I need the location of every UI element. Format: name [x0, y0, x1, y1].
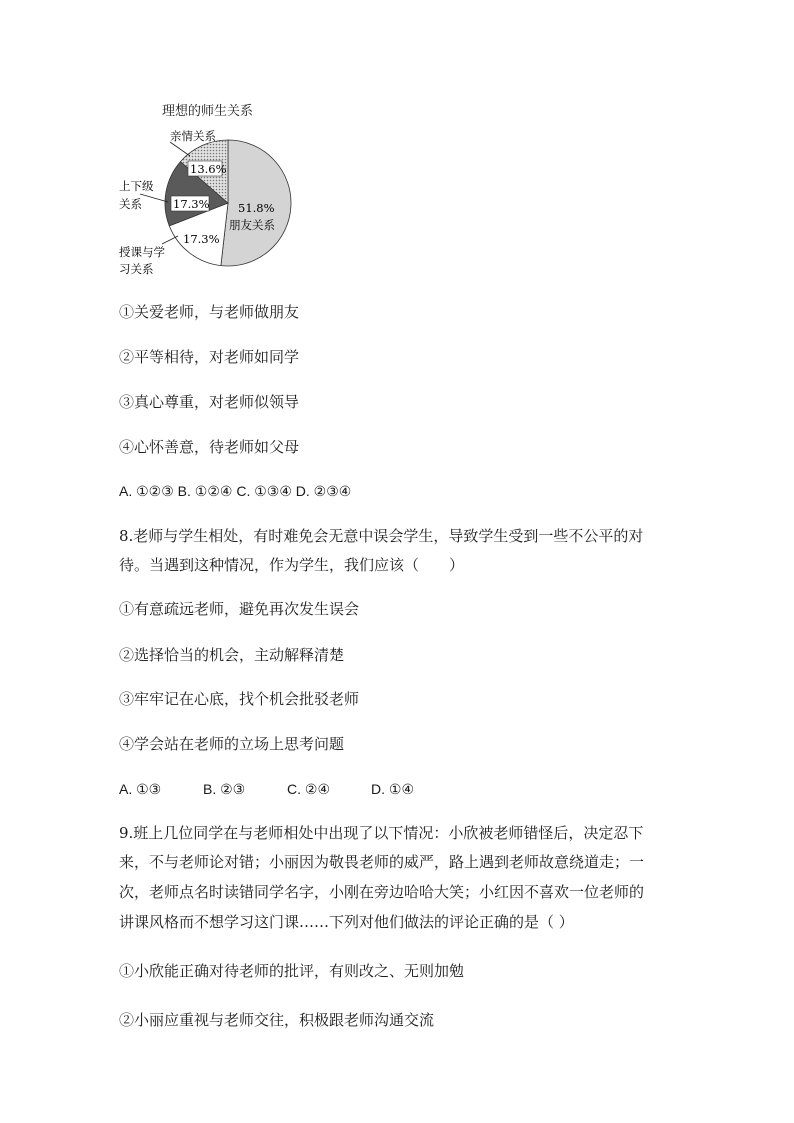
chart-title: 理想的师生关系	[162, 104, 254, 119]
q7-item-1: ①关爱老师，与老师做朋友	[119, 303, 300, 321]
value-superior: 17.3%	[173, 197, 210, 211]
value-teaching: 17.3%	[183, 232, 220, 246]
q7-option-b: B. ①②④	[177, 483, 233, 499]
pie-svg	[110, 92, 310, 288]
value-friend: 51.8%	[238, 201, 275, 215]
label-superior-line2: 关系	[119, 197, 142, 211]
q8-option-b: B. ②③	[203, 781, 246, 797]
q9-stem-line-4: 讲课风格而不想学习这门课……下列对他们做法的评论正确的是（ ）	[119, 913, 574, 931]
q9-stem-line-3: 次，老师点名时读错同学名字，小刚在旁边哈哈大笑；小红因不喜欢一位老师的	[119, 883, 645, 901]
leader-line-teaching	[162, 236, 178, 244]
label-family: 亲情关系	[170, 129, 216, 143]
q8-stem-line-2: 待。当遇到这种情况，作为学生，我们应该（ ）	[119, 556, 465, 574]
q7-option-c: C. ①③④	[236, 483, 292, 499]
q8-option-d: D. ①④	[371, 781, 414, 797]
q9-stem-line-2: 来，不与老师论对错；小丽因为敬畏老师的威严，路上遇到老师故意绕道走；一	[119, 853, 645, 871]
q8-item-4: ④学会站在老师的立场上思考问题	[119, 735, 345, 753]
q7-option-a: A. ①②③	[119, 483, 174, 499]
pie-chart	[110, 92, 310, 288]
leader-line-family	[170, 142, 190, 156]
q8-item-1: ①有意疏远老师，避免再次发生误会	[119, 600, 360, 618]
q7-item-4: ④心怀善意，待老师如父母	[119, 438, 300, 456]
q7-options	[119, 481, 351, 501]
q7-item-2: ②平等相待，对老师如同学	[119, 348, 300, 366]
q8-item-2: ②选择恰当的机会，主动解释清楚	[119, 646, 345, 664]
q8-options	[119, 779, 414, 799]
q9-stem-line-1: 9.班上几位同学在与老师相处中出现了以下情况：小欣被老师错怪后，决定忍下	[119, 824, 644, 842]
value-family: 13.6%	[190, 162, 227, 176]
q8-option-a: A. ①③	[119, 781, 162, 797]
q7-option-d: D. ②③④	[295, 483, 352, 499]
label-teaching-line2: 习关系	[119, 262, 154, 276]
q7-item-3: ③真心尊重，对老师似领导	[119, 393, 300, 411]
leader-line-superior	[140, 194, 168, 202]
q8-option-c: C. ②④	[287, 781, 330, 797]
label-superior-line1: 上下级	[119, 179, 154, 193]
q9-item-2: ②小丽应重视与老师交往，积极跟老师沟通交流	[119, 1011, 435, 1029]
label-teaching-line1: 授课与学	[119, 245, 165, 259]
label-friend: 朋友关系	[229, 218, 275, 232]
q8-item-3: ③牢牢记在心底，找个机会批驳老师	[119, 690, 360, 708]
q9-item-1: ①小欣能正确对待老师的批评，有则改之、无则加勉	[119, 962, 465, 980]
q8-stem-line-1: 8.老师与学生相处，有时难免会无意中误会学生，导致学生受到一些不公平的对	[119, 527, 644, 545]
